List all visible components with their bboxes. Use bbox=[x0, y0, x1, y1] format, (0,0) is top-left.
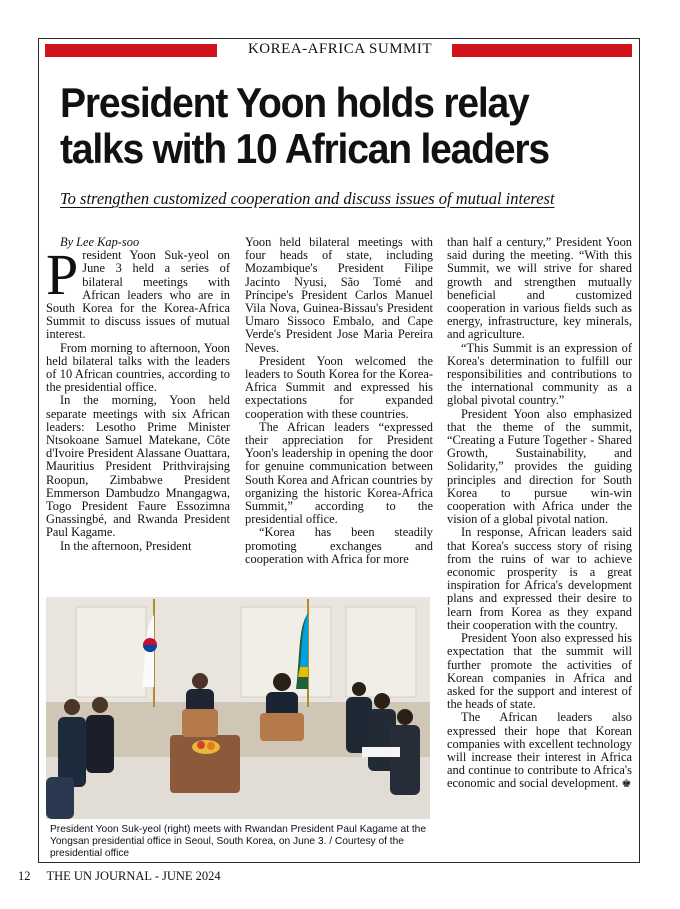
paragraph-text: resident Yoon Suk-yeol on June 3 held a series of bilateral meetings with African leaders who are in South Korea for the Korea-Africa Summit to discuss issues of mutual interest. bbox=[46, 248, 230, 342]
article-paragraph: Yoon held bilateral meetings with four heads of state, including Mozambique's President Filipe Jacinto Nyusi, São Tomé and Príncipe's President Carlos Manuel Vila Nova, Guinea-Bissau's President Umaro Sissoco Embalo, and Cape Verde's President Jose Maria Pereira Neves. bbox=[245, 235, 433, 355]
byline: By Lee Kap-soo bbox=[60, 235, 140, 249]
article-paragraph: In the afternoon, President bbox=[60, 538, 192, 553]
drop-cap: P bbox=[46, 242, 79, 308]
article-paragraph: From morning to afternoon, Yoon held bilateral talks with the leaders of 10 African countries, according to the presidential office. bbox=[46, 340, 230, 395]
article-column-2 bbox=[245, 236, 433, 566]
meeting-room-illustration bbox=[46, 597, 430, 819]
photo-caption: President Yoon Suk-yeol (right) meets with Rwandan President Paul Kagame at the Yongsan presidential office in Seoul, South Korea, on June 3. / Courtesy of the presidential office bbox=[50, 824, 427, 859]
article-paragraph: “Korea has been steadily promoting exchanges and cooperation with Africa for more bbox=[245, 525, 433, 566]
article-paragraph bbox=[447, 711, 632, 791]
article-paragraph: In the morning, Yoon held separate meetings with six African leaders: Lesotho Prime Minister Ntsokoane Samuel Matekane, Côte d'Ivoire President Alassane Ouattara, Mauritius President Prithvirajsing Roopun, Zimbabwe President Emmerson Dambudzo Mnangagwa, Togo President Faure Essozimna Gnassingbé, and Rwanda President Paul Kagame. bbox=[46, 393, 230, 540]
article-paragraph: President Yoon welcomed the leaders to South Korea for the Korea-Africa Summit and expressed his expectations for expanded cooperation with these countries. bbox=[245, 353, 433, 421]
page-number: 12 bbox=[18, 869, 31, 883]
section-bar-left bbox=[45, 44, 217, 57]
article-paragraph: President Yoon also emphasized that the theme of the summit, “Creating a Future Together - Shared Growth, Sustainability, and Solidarity,” provides the guiding principles and direction for South Korea to pursue win-win cooperation with Africa under the vision of a global pivotal nation. bbox=[447, 406, 632, 527]
article-paragraph: In response, African leaders said that Korea's success story of rising from the ruins of war to achieve economic prosperity is a great inspiration for Africa's development plans and expressed their desire to learn from Korea as they expand their cooperation with the country. bbox=[447, 525, 632, 632]
article-paragraph: The African leaders “expressed their appreciation for President Yoon's leadership in opening the door for genuine communication between South Korea and African countries by organizing the historic Korea-Africa Summit,” according to the presidential office. bbox=[245, 419, 433, 527]
subheadline: To strengthen customized cooperation and discuss issues of mutual interest bbox=[60, 189, 555, 208]
section-bar-right bbox=[452, 44, 632, 57]
article-paragraph: President Yoon also expressed his expectation that the summit will further promote the activities of Korean companies in Africa and asked for the support and interest of the heads of state. bbox=[447, 631, 632, 712]
article-paragraph: than half a century,” President Yoon said during the meeting. “With this Summit, we will strive for shared growth and strengthen mutually beneficial and customized cooperation in various fields such as energy, infrastructure, key minerals, and agriculture. bbox=[447, 235, 632, 342]
headline bbox=[60, 80, 590, 172]
end-mark-icon: ♚ bbox=[621, 778, 632, 791]
paragraph-text: The African leaders also expressed their hope that Korean companies with excellent technology will increase their interest in Africa and continue to contribute to Africa's economic and social development. bbox=[447, 710, 632, 791]
article-photo bbox=[46, 597, 430, 819]
publication-name: THE UN JOURNAL - JUNE 2024 bbox=[46, 869, 221, 883]
article-paragraph: “This Summit is an expression of Korea's determination to fulfill our responsibilities and contributions to the international community as a global pivotal country.” bbox=[447, 340, 632, 408]
headline-line-1: President Yoon holds relay bbox=[60, 79, 529, 126]
page-footer bbox=[18, 869, 221, 884]
section-label: KOREA-AFRICA SUMMIT bbox=[247, 41, 433, 57]
article-column-1 bbox=[46, 236, 230, 553]
article-column-3 bbox=[447, 236, 632, 792]
headline-line-2: talks with 10 African leaders bbox=[60, 125, 549, 172]
